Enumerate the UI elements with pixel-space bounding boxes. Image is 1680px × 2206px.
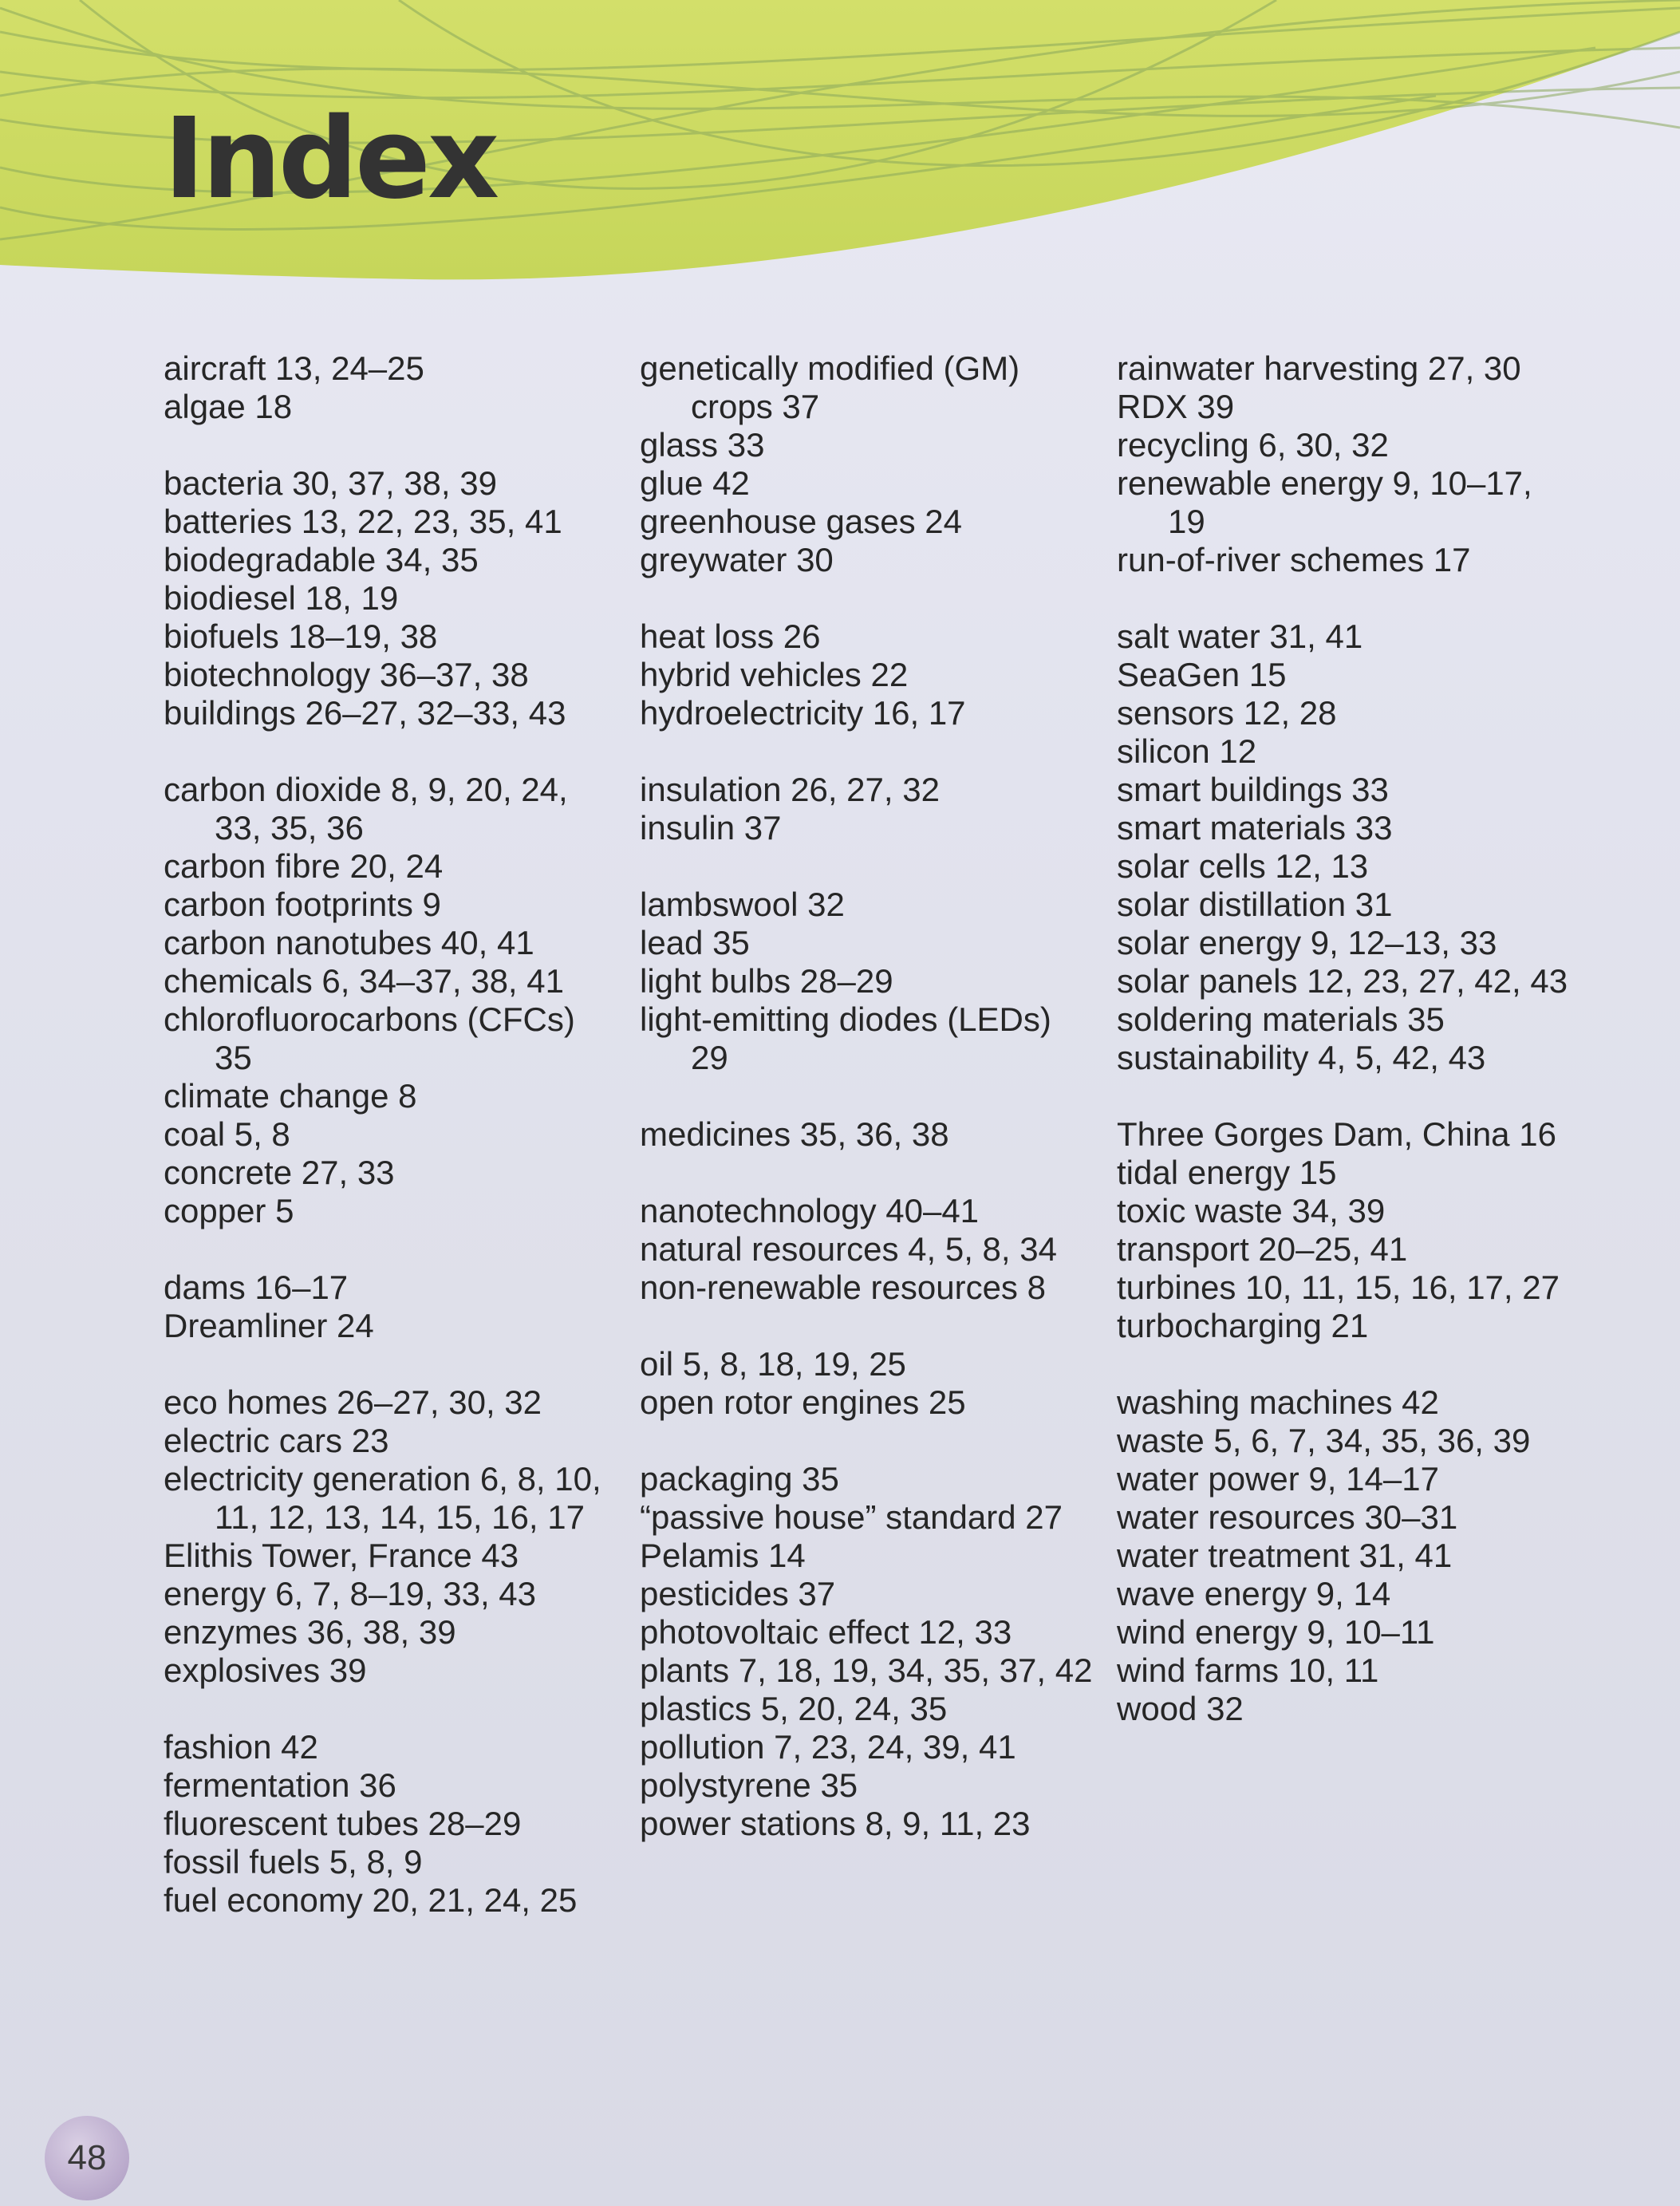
index-entry [164,847,642,886]
index-entry [164,1575,642,1613]
index-entry [640,1383,1118,1422]
index-entry-text: pollution 7, 23, 24, 39, 41 [640,1728,1016,1766]
index-entry [164,1000,642,1077]
letter-group-gap [164,426,642,464]
index-entry [164,656,642,694]
index-entry-text: heat loss 26 [640,618,821,655]
index-entry [640,1115,1118,1154]
index-entry-text: solar panels 12, 23, 27, 42, 43 [1117,962,1568,1000]
index-entry-text: salt water 31, 41 [1117,618,1363,655]
index-entry [640,962,1118,1000]
letter-group-gap [164,1345,642,1383]
index-entry [164,464,642,503]
index-entry-text: power stations 8, 9, 11, 23 [640,1805,1031,1842]
index-entry [164,388,642,426]
index-entry-text: genetically modified (GM) [640,349,1020,387]
index-entry-text: carbon dioxide 8, 9, 20, 24, [164,771,568,808]
index-entry [640,503,1118,541]
index-column-1 [164,349,642,1920]
index-entry [164,1192,642,1230]
index-entry-text: tidal energy 15 [1117,1154,1337,1191]
index-entry [1117,1154,1595,1192]
index-entry [164,962,642,1000]
index-entry [1117,886,1595,924]
index-entry-text: wind farms 10, 11 [1117,1652,1379,1689]
index-entry [640,1537,1118,1575]
index-entry [1117,771,1595,809]
page-number-badge [45,2116,129,2200]
index-entry [1117,1498,1595,1537]
index-entry-text: coal 5, 8 [164,1115,290,1153]
index-entry [640,1460,1118,1498]
index-entry [1117,732,1595,771]
index-entry-text: fossil fuels 5, 8, 9 [164,1843,423,1880]
index-entry-text: Dreamliner 24 [164,1307,374,1344]
index-entry [640,694,1118,732]
index-entry [1117,1652,1595,1690]
index-entry-text: RDX 39 [1117,388,1235,425]
index-entry [1117,1115,1595,1154]
index-entry [1117,656,1595,694]
index-entry-text: energy 6, 7, 8–19, 33, 43 [164,1575,537,1612]
index-entry [164,771,642,847]
index-entry-text: greywater 30 [640,541,834,578]
index-entry-text: smart materials 33 [1117,809,1393,846]
index-entry [1117,618,1595,656]
index-entry [164,1307,642,1345]
index-entry [640,1613,1118,1652]
index-entry-text: carbon footprints 9 [164,886,441,923]
index-entry [164,579,642,618]
letter-group-gap [640,1307,1118,1345]
index-entry [1117,694,1595,732]
index-entry [1117,924,1595,962]
index-entry [640,1728,1118,1766]
index-entry-text: lambswool 32 [640,886,845,923]
index-entry-text: “passive house” standard 27 [640,1498,1063,1536]
index-entry-continuation: 19 [1168,503,1205,540]
index-entry [640,541,1118,579]
index-entry-text: fluorescent tubes 28–29 [164,1805,522,1842]
index-entry [640,1575,1118,1613]
letter-group-gap [1117,579,1595,618]
index-entry [1117,1307,1595,1345]
index-entry [164,618,642,656]
index-entry [164,1652,642,1690]
index-entry-text: buildings 26–27, 32–33, 43 [164,694,566,732]
index-entry [1117,1537,1595,1575]
index-entry-text: insulin 37 [640,809,782,846]
index-entry-text: hybrid vehicles 22 [640,656,909,693]
index-entry-text: photovoltaic effect 12, 33 [640,1613,1012,1651]
index-entry [1117,1575,1595,1613]
index-entry [164,1881,642,1920]
index-entry [1117,349,1595,388]
index-entry-text: sustainability 4, 5, 42, 43 [1117,1039,1486,1076]
index-entry-text: biodiesel 18, 19 [164,579,399,617]
index-entry [164,1077,642,1115]
letter-group-gap [164,1690,642,1728]
index-entry-text: wind energy 9, 10–11 [1117,1613,1435,1651]
index-entry [1117,1383,1595,1422]
index-entry [640,1766,1118,1805]
index-entry-text: sensors 12, 28 [1117,694,1337,732]
index-entry-continuation: 29 [691,1039,728,1076]
index-entry [1117,847,1595,886]
index-entry-text: silicon 12 [1117,732,1257,770]
index-entry-text: bacteria 30, 37, 38, 39 [164,464,497,502]
index-entry [164,694,642,732]
index-entry [164,1537,642,1575]
index-entry [164,924,642,962]
index-entry [1117,1613,1595,1652]
index-entry-text: recycling 6, 30, 32 [1117,426,1389,464]
index-entry [640,1269,1118,1307]
index-entry-text: fashion 42 [164,1728,318,1766]
index-entry [640,924,1118,962]
index-entry-text: water resources 30–31 [1117,1498,1458,1536]
index-entry-text: water treatment 31, 41 [1117,1537,1453,1574]
index-entry-text: solar distillation 31 [1117,886,1393,923]
index-entry-text: natural resources 4, 5, 8, 34 [640,1230,1057,1268]
index-entry-text: polystyrene 35 [640,1766,858,1804]
index-entry [640,1498,1118,1537]
index-entry [164,886,642,924]
index-entry [640,618,1118,656]
index-entry-text: hydroelectricity 16, 17 [640,694,966,732]
index-entry [1117,388,1595,426]
letter-group-gap [1117,1077,1595,1115]
index-entry [164,1728,642,1766]
index-entry-text: chlorofluorocarbons (CFCs) [164,1000,575,1038]
index-entry-continuation: 35 [215,1039,252,1076]
index-column-2 [640,349,1118,1843]
index-entry-text: enzymes 36, 38, 39 [164,1613,456,1651]
index-entry-text: waste 5, 6, 7, 34, 35, 36, 39 [1117,1422,1531,1459]
index-entry [1117,1192,1595,1230]
index-entry-text: Elithis Tower, France 43 [164,1537,519,1574]
index-entry [640,1000,1118,1077]
index-entry-text: light-emitting diodes (LEDs) [640,1000,1051,1038]
index-entry-text: electric cars 23 [164,1422,389,1459]
index-entry [640,1345,1118,1383]
index-entry [164,1422,642,1460]
index-entry-text: biotechnology 36–37, 38 [164,656,529,693]
index-entry-text: plants 7, 18, 19, 34, 35, 37, 42 [640,1652,1093,1689]
index-entry [1117,1422,1595,1460]
index-entry-text: non-renewable resources 8 [640,1269,1046,1306]
index-entry [164,541,642,579]
index-entry-text: nanotechnology 40–41 [640,1192,980,1229]
index-entry-text: rainwater harvesting 27, 30 [1117,349,1521,387]
index-entry-text: dams 16–17 [164,1269,349,1306]
letter-group-gap [164,732,642,771]
index-entry [640,1192,1118,1230]
index-entry [1117,962,1595,1000]
index-entry-text: eco homes 26–27, 30, 32 [164,1383,542,1421]
index-entry-text: packaging 35 [640,1460,839,1498]
letter-group-gap [640,847,1118,886]
index-entry-text: medicines 35, 36, 38 [640,1115,949,1153]
index-entry-text: copper 5 [164,1192,294,1229]
letter-group-gap [640,579,1118,618]
index-entry [640,1805,1118,1843]
index-entry-text: Pelamis 14 [640,1537,806,1574]
index-entry-text: SeaGen 15 [1117,656,1287,693]
index-entry [1117,809,1595,847]
index-entry-text: fuel economy 20, 21, 24, 25 [164,1881,578,1919]
index-entry-text: climate change 8 [164,1077,417,1115]
letter-group-gap [640,732,1118,771]
index-entry-text: algae 18 [164,388,293,425]
index-entry-text: chemicals 6, 34–37, 38, 41 [164,962,564,1000]
index-entry [164,1383,642,1422]
index-entry-text: oil 5, 8, 18, 19, 25 [640,1345,906,1383]
index-entry-text: carbon nanotubes 40, 41 [164,924,534,961]
index-entry [164,1154,642,1192]
index-entry-text: plastics 5, 20, 24, 35 [640,1690,948,1727]
index-entry-text: aircraft 13, 24–25 [164,349,424,387]
index-entry [640,771,1118,809]
page-number: 48 [67,2138,107,2177]
index-entry-text: electricity generation 6, 8, 10, [164,1460,601,1498]
index-entry-continuation: crops 37 [691,388,820,425]
index-entry-text: wood 32 [1117,1690,1244,1727]
index-entry [640,886,1118,924]
index-entry [164,1269,642,1307]
index-entry [164,349,642,388]
index-entry [640,656,1118,694]
index-entry-text: Three Gorges Dam, China 16 [1117,1115,1556,1153]
index-entry [640,809,1118,847]
index-entry [640,426,1118,464]
index-entry [164,1115,642,1154]
index-entry-text: biodegradable 34, 35 [164,541,479,578]
index-column-3 [1117,349,1595,1728]
index-entry-text: solar cells 12, 13 [1117,847,1369,885]
index-entry [1117,1690,1595,1728]
index-entry [640,1230,1118,1269]
letter-group-gap [640,1077,1118,1115]
index-entry-text: fermentation 36 [164,1766,396,1804]
index-entry-text: glue 42 [640,464,750,502]
letter-group-gap [1117,1345,1595,1383]
index-entry [164,503,642,541]
index-entry [1117,1230,1595,1269]
index-entry [1117,1269,1595,1307]
letter-group-gap [640,1154,1118,1192]
index-entry-text: soldering materials 35 [1117,1000,1445,1038]
index-entry [1117,541,1595,579]
index-entry [164,1843,642,1881]
index-entry-text: toxic waste 34, 39 [1117,1192,1386,1229]
index-entry-text: smart buildings 33 [1117,771,1389,808]
index-entry-continuation: 11, 12, 13, 14, 15, 16, 17 [215,1498,585,1536]
index-entry-text: water power 9, 14–17 [1117,1460,1439,1498]
index-entry-text: run-of-river schemes 17 [1117,541,1471,578]
index-entry-text: lead 35 [640,924,750,961]
index-entry-text: carbon fibre 20, 24 [164,847,444,885]
index-entry-text: concrete 27, 33 [164,1154,395,1191]
index-entry-continuation: 33, 35, 36 [215,809,364,846]
index-entry [640,1652,1118,1690]
index-entry [1117,464,1595,541]
index-entry [1117,1460,1595,1498]
page-title: Index [164,94,497,224]
index-entry [640,464,1118,503]
index-entry [164,1805,642,1843]
index-entry-text: greenhouse gases 24 [640,503,962,540]
index-entry [1117,426,1595,464]
index-entry-text: biofuels 18–19, 38 [164,618,438,655]
index-entry [164,1766,642,1805]
index-entry-text: open rotor engines 25 [640,1383,966,1421]
index-entry [640,349,1118,426]
index-entry-text: pesticides 37 [640,1575,836,1612]
index-entry [164,1460,642,1537]
index-entry [1117,1039,1595,1077]
index-entry-text: renewable energy 9, 10–17, [1117,464,1532,502]
index-entry [640,1690,1118,1728]
index-entry-text: turbines 10, 11, 15, 16, 17, 27 [1117,1269,1560,1306]
index-entry-text: light bulbs 28–29 [640,962,893,1000]
index-entry-text: glass 33 [640,426,765,464]
index-entry-text: insulation 26, 27, 32 [640,771,940,808]
index-entry-text: solar energy 9, 12–13, 33 [1117,924,1497,961]
index-entry-text: turbocharging 21 [1117,1307,1369,1344]
index-entry [164,1613,642,1652]
letter-group-gap [640,1422,1118,1460]
index-entry-text: explosives 39 [164,1652,367,1689]
index-entry-text: batteries 13, 22, 23, 35, 41 [164,503,562,540]
index-entry-text: wave energy 9, 14 [1117,1575,1391,1612]
index-entry-text: transport 20–25, 41 [1117,1230,1408,1268]
index-entry-text: washing machines 42 [1117,1383,1439,1421]
index-entry [1117,1000,1595,1039]
letter-group-gap [164,1230,642,1269]
